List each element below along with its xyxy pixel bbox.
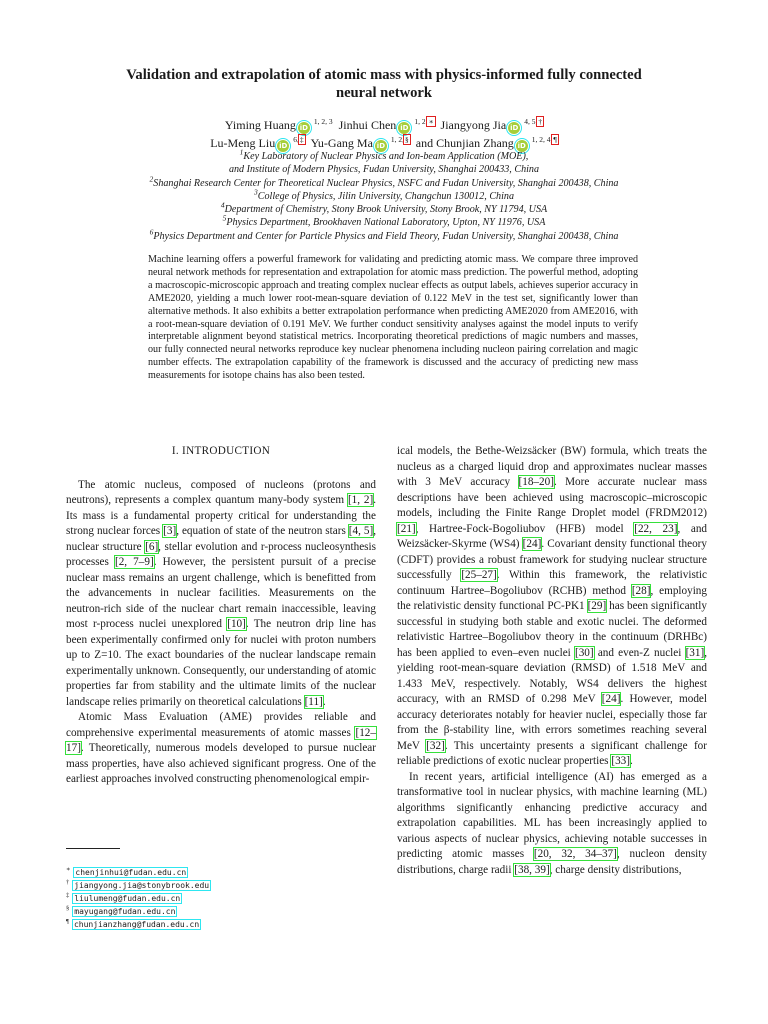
section-heading: I. INTRODUCTION (171, 445, 271, 457)
author-affil: 6, (293, 135, 299, 144)
affiliation-number: 6 (149, 227, 154, 237)
email-link[interactable]: mayugang@fudan.edu.cn (74, 907, 176, 916)
author-line-1 (60, 116, 708, 134)
email-link[interactable]: liulumeng@fudan.edu.cn (74, 894, 181, 903)
footnote-marker-link[interactable]: ‡ (299, 135, 304, 144)
citation-link[interactable]: [18–20] (518, 476, 554, 488)
citation-link[interactable]: [32] (426, 739, 445, 752)
footnote (66, 879, 210, 892)
affiliation-number: 2 (149, 174, 154, 184)
citation-link[interactable]: [11] (304, 695, 323, 708)
affiliation-number: 5 (222, 214, 227, 224)
author-name: Jinhui Chen (338, 118, 397, 132)
footnote-marker-link[interactable]: § (405, 135, 409, 144)
orcid-icon[interactable]: iD (299, 124, 308, 132)
footnote (66, 866, 210, 879)
author-name: Yiming Huang (224, 118, 296, 132)
footnote-marker-link[interactable]: ∗ (428, 117, 434, 126)
affiliation (40, 163, 728, 176)
author-affil: 1, 2, (390, 135, 405, 144)
affiliation-number: 1 (239, 147, 244, 157)
title-line-2: neural network (335, 85, 433, 101)
author-name: Jiangyong Jia (440, 118, 507, 132)
email-link[interactable]: chenjinhui@fudan.edu.cn (75, 868, 187, 877)
affiliation (40, 187, 728, 203)
affiliation-text: Physics Department, Brookhaven National Laboratory, Upton, NY 11976, USA (226, 217, 546, 229)
citation-link[interactable]: [20, 32, 34–37] (533, 848, 617, 860)
author-affil: 1, 2, 4, (531, 135, 553, 144)
affiliation (40, 174, 728, 190)
citation-link[interactable]: [29] (587, 600, 607, 612)
citation-link[interactable]: [22, 23] (634, 522, 678, 535)
orcid-icon[interactable]: iD (517, 142, 526, 150)
citation-link[interactable]: [10] (227, 618, 246, 630)
affiliation-number: 3 (254, 187, 258, 197)
citation-link[interactable]: [1, 2] (347, 494, 374, 506)
author-affil: 1, 2, (414, 117, 428, 126)
citation-link[interactable]: [21] (397, 522, 416, 535)
author-affil: 4, 5, (524, 117, 538, 126)
footnote-mark: ∗ (66, 866, 71, 873)
paragraph: In recent years, artificial intelligence (AI) has emerged as a transformative tool in nuclear physics, with machine learning (ML) algorithms significantly enhancing predictive accuracy and extrapolation capabilities. ML has been increasingly applied to various aspects of nuclear physics, achieving notable successes in predicting atomic masses [20, 32, 34–37], nucleon density distributions, charge radii [38, 39], charge density distributions, (397, 770, 707, 876)
affiliation (40, 227, 728, 243)
author-list (60, 116, 708, 152)
citation-link[interactable]: [6] (145, 540, 159, 553)
orcid-icon[interactable]: iD (400, 124, 409, 132)
citation-link[interactable]: [24] (601, 693, 621, 705)
footnote (66, 918, 210, 931)
author-conjunction: and (415, 136, 434, 150)
orcid-icon[interactable]: iD (376, 142, 386, 150)
orcid-icon[interactable]: iD (279, 142, 288, 150)
citation-link[interactable]: [24] (522, 538, 542, 550)
footnote (66, 905, 210, 918)
citation-link[interactable]: [12–17] (66, 726, 376, 754)
affiliation-text: Key Laboratory of Nuclear Physics and Ion-beam Application (MOE), (243, 151, 529, 162)
right-column (397, 444, 707, 878)
email-link[interactable]: jiangyong.jia@stonybrook.edu (74, 881, 210, 890)
citation-link[interactable]: [2, 7–9] (114, 556, 154, 568)
affiliations (40, 147, 728, 243)
author-name: Yu-Gang Ma (310, 136, 373, 150)
author-affil: 1, 2, 3 (313, 117, 333, 126)
email-link[interactable]: chunjianzhang@fudan.edu.cn (73, 920, 200, 929)
affiliation (40, 200, 728, 216)
affiliation-text: College of Physics, Jilin University, Changchun 130012, China (257, 190, 514, 202)
affiliation-number: 4 (220, 200, 225, 210)
paragraph: ical models, the Bethe-Weizsäcker (BW) formula, which treats the nucleus as a charged liquid drop and approximates nuclear masses with 3 MeV accuracy [18–20]. More accurate nuclear mass descriptions have been achieved using macroscopic–microscopic models, including the Finite Range Droplet model (FRDM2012) [21], Hartree-Fock-Bogoliubov (HFB) model [22, 23], and Weizsäcker-Skyrme (WS4) [24]. Covariant density functional theory (CDFT) provides a robust framework for studying nuclear structure successfully [25–27]. Within this framework, the relativistic continuum Hartree–Bogoliubov (RCHB) method [28], employing the relativistic density functional PC-PK1 [29] has been significantly successful in studying both stable and exotic nuclei. The deformed relativistic Hartree–Bogoliubov theory in the continuum (DRHBc) has been applied to even–even nuclei [30] and even-Z nuclei [31], yielding root-mean-square deviation (RMSD) of 1.518 MeV and 1.433 MeV, respectively. Notably, WS4 delivers the highest accuracy, with an RMSD of 0.298 MeV [24]. However, model accuracy deteriorates notably for heavier nuclei, especially those far from the β-stability line, with errors sometimes reaching several MeV [32]. This uncertainty presents a significant challenge for reliable predictions of exotic nuclear properties [33]. (397, 445, 708, 767)
footnotes (66, 866, 210, 931)
footnote-mark: ¶ (66, 918, 69, 925)
citation-link[interactable]: [3] (163, 525, 177, 537)
footnote-mark: ‡ (66, 892, 70, 899)
footnote (66, 892, 210, 905)
paper-title (60, 66, 708, 102)
paragraph: The atomic nucleus, composed of nucleons (protons and neutrons), represents a complex quantum many-body system [1, 2]. Its mass is a fundamental property critical for understanding the strong nuclear forces [3], equation of state of the neutron stars [4, 5], nuclear structure [6], stellar evolution and r-process nucleosynthesis processes [2, 7–9]. However, the persistent pursuit of a precise nuclear mass remains an urgent challenge, which is benefitted from the advancements in nuclear facilities. Measurements on the neutron-rich side of the nuclear chart remain inaccessible, leaving most r-process nuclei unexplored [10]. The neutron drip line has been experimentally confirmed only for nuclei with proton numbers up to Z=10. The exact boundaries of the nuclear landscape remain experimentally unknown. Consequently, our understanding of atomic properties far from stability and the ultimate limits of the nuclear landscape relies primarily on theoretical calculations [11]. (66, 478, 377, 708)
affiliation-text: Physics Department and Center for Particle Physics and Field Theory, Fudan University, Shanghai 200438, China (153, 230, 619, 242)
citation-link[interactable]: [31] (685, 646, 705, 659)
orcid-icon[interactable]: iD (510, 124, 519, 132)
citation-link[interactable]: [33] (611, 755, 630, 767)
citation-link[interactable]: [28] (631, 584, 651, 597)
affiliation (40, 216, 728, 229)
affiliation-text: Shanghai Research Center for Theoretical Nuclear Physics, NSFC and Fudan University, Shanghai 200438, China (153, 177, 619, 189)
footnote-marker-link[interactable]: † (538, 117, 543, 126)
paragraph: Atomic Mass Evaluation (AME) provides reliable and comprehensive experimental measurements of atomic masses [12–17]. Theoretically, numerous models developed to pursue nuclear mass properties, have also achieved significant progress. One of the earliest approaches involved constructing phenomenological empir- (66, 711, 376, 785)
abstract: Machine learning offers a powerful framework for validating and predicting atomic mass. We compare three improved neural network methods for representation and extrapolation for atomic mass prediction. The powerful method, adopting a macroscopic-microscopic approach and treating complex nuclear effects as output labels, achieves superior accuracy in AME2020, yielding a much lower root-mean-square deviation of 0.122 MeV in the test set, significantly lower than alternative methods. It also exhibits a better extrapolation performance when predicting AME2020 from AME2016, with a root-mean-square deviation of 0.191 MeV. We further conduct sensitivity analyses against the model inputs to verify interpretable alignment beyond statistical metrics. Incorporating theoretical predictions of magic numbers and masses, our fully connected neural networks reproduce key nuclear phenomena including nucleon pairing correlation and magic number effects. The extrapolation capability of the framework is discussed and the accuracy of predicting new mass measurements for isotope chains has also been tested. (148, 254, 638, 382)
author-name: Chunjian Zhang (436, 136, 514, 150)
citation-link[interactable]: [4, 5] (348, 525, 374, 537)
citation-link[interactable]: [30] (574, 646, 594, 659)
left-column (66, 444, 376, 788)
citation-link[interactable]: [25–27] (461, 569, 497, 581)
affiliation (40, 147, 728, 163)
footnote-mark: § (66, 905, 70, 912)
author-name: Lu-Meng Liu (210, 136, 276, 150)
footnote-rule (66, 848, 120, 849)
affiliation-text: and Institute of Modern Physics, Fudan University, Shanghai 200433, China (228, 164, 540, 176)
citation-link[interactable]: [38, 39] (514, 863, 550, 876)
footnote-marker-link[interactable]: ¶ (553, 135, 557, 144)
title-line-1: Validation and extrapolation of atomic mass with physics-informed fully connected (126, 67, 642, 83)
affiliation-text: Department of Chemistry, Stony Brook University, Stony Brook, NY 11794, USA (224, 204, 548, 216)
footnote-mark: † (66, 879, 70, 886)
